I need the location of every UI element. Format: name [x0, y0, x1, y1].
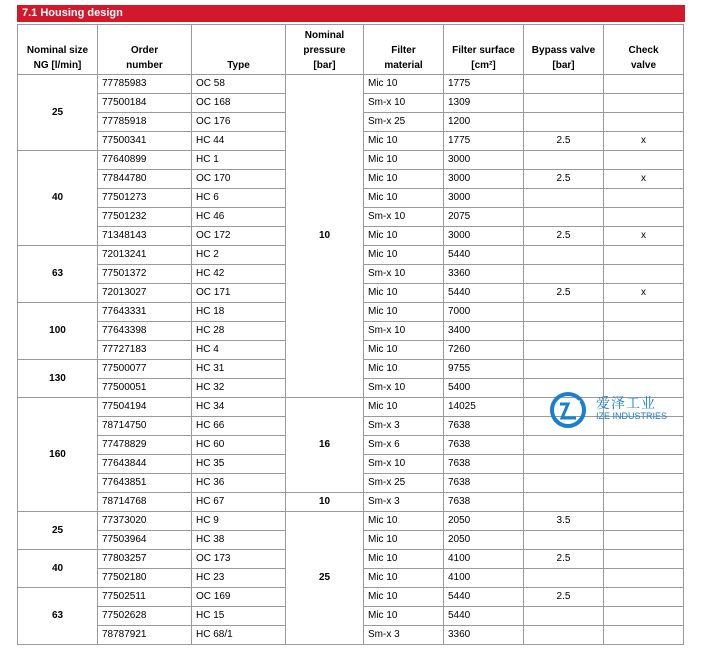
filter-material-cell: Mic 10	[364, 303, 444, 322]
order-number-cell: 72013241	[98, 246, 192, 265]
filter-surface-cell: 5440	[444, 284, 524, 303]
filter-material-cell: Mic 10	[364, 512, 444, 531]
check-valve-cell	[604, 531, 684, 550]
filter-material-cell: Mic 10	[364, 341, 444, 360]
filter-surface-cell: 1200	[444, 113, 524, 132]
check-valve-cell	[604, 493, 684, 512]
filter-material-cell: Mic 10	[364, 360, 444, 379]
type-cell: HC 9	[192, 512, 286, 531]
filter-material-cell: Mic 10	[364, 531, 444, 550]
type-cell: OC 176	[192, 113, 286, 132]
filter-material-cell: Mic 10	[364, 170, 444, 189]
filter-surface-cell: 3400	[444, 322, 524, 341]
filter-material-cell: Mic 10	[364, 151, 444, 170]
filter-surface-cell: 14025	[444, 398, 524, 417]
order-number-cell: 77502511	[98, 588, 192, 607]
order-number-cell: 77502628	[98, 607, 192, 626]
type-cell: HC 36	[192, 474, 286, 493]
check-valve-cell	[604, 151, 684, 170]
order-number-cell: 78787921	[98, 626, 192, 645]
bypass-valve-cell: 2.5	[524, 284, 604, 303]
filter-surface-cell: 2050	[444, 512, 524, 531]
type-cell: HC 44	[192, 132, 286, 151]
filter-material-cell: Mic 10	[364, 227, 444, 246]
bypass-valve-cell: 2.5	[524, 132, 604, 151]
order-number-cell: 77643398	[98, 322, 192, 341]
type-cell: HC 34	[192, 398, 286, 417]
section-title: 7.1 Housing design	[17, 5, 685, 22]
filter-surface-cell: 7260	[444, 341, 524, 360]
nominal-size-cell: 40	[18, 151, 98, 246]
filter-surface-cell: 4100	[444, 550, 524, 569]
bypass-valve-cell	[524, 569, 604, 588]
bypass-valve-cell	[524, 341, 604, 360]
filter-surface-cell: 3000	[444, 170, 524, 189]
type-cell: HC 4	[192, 341, 286, 360]
check-valve-cell	[604, 94, 684, 113]
filter-material-cell: Mic 10	[364, 550, 444, 569]
check-valve-cell	[604, 474, 684, 493]
bypass-valve-cell	[524, 94, 604, 113]
bypass-valve-cell	[524, 360, 604, 379]
filter-surface-cell: 7000	[444, 303, 524, 322]
filter-material-cell: Mic 10	[364, 246, 444, 265]
nominal-size-cell: 160	[18, 398, 98, 512]
type-cell: HC 6	[192, 189, 286, 208]
check-valve-cell	[604, 303, 684, 322]
type-cell: HC 15	[192, 607, 286, 626]
bypass-valve-cell: 2.5	[524, 550, 604, 569]
filter-material-cell: Sm-x 10	[364, 94, 444, 113]
filter-material-cell: Mic 10	[364, 588, 444, 607]
nominal-size-cell: 63	[18, 588, 98, 645]
filter-material-cell: Mic 10	[364, 75, 444, 94]
watermark-english-name: IZE INDUSTRIES	[596, 411, 668, 421]
nominal-pressure-cell: 25	[286, 512, 364, 645]
order-number-cell: 77501232	[98, 208, 192, 227]
bypass-valve-cell: 2.5	[524, 170, 604, 189]
header-nominal-size: Nominal size NG [l/min]	[18, 25, 98, 75]
header-nominal-pressure: Nominal pressure [bar]	[286, 25, 364, 75]
bypass-valve-cell	[524, 246, 604, 265]
header-filter-surface: Filter surface [cm²]	[444, 25, 524, 75]
type-cell: OC 168	[192, 94, 286, 113]
nominal-size-cell: 130	[18, 360, 98, 398]
filter-surface-cell: 4100	[444, 569, 524, 588]
bypass-valve-cell	[524, 208, 604, 227]
header-filter-material: Filter material	[364, 25, 444, 75]
order-number-cell: 77501372	[98, 265, 192, 284]
watermark-chinese-name: 爱泽工业	[596, 396, 656, 412]
filter-surface-cell: 7638	[444, 417, 524, 436]
order-number-cell: 77844780	[98, 170, 192, 189]
filter-surface-cell: 3000	[444, 151, 524, 170]
filter-material-cell: Mic 10	[364, 607, 444, 626]
filter-surface-cell: 1309	[444, 94, 524, 113]
filter-material-cell: Mic 10	[364, 398, 444, 417]
filter-material-cell: Mic 10	[364, 189, 444, 208]
order-number-cell: 77373020	[98, 512, 192, 531]
type-cell: HC 18	[192, 303, 286, 322]
check-valve-cell	[604, 607, 684, 626]
type-cell: HC 23	[192, 569, 286, 588]
check-valve-cell	[604, 569, 684, 588]
nominal-size-cell: 63	[18, 246, 98, 303]
bypass-valve-cell	[524, 607, 604, 626]
type-cell: OC 171	[192, 284, 286, 303]
table-row	[18, 512, 684, 531]
company-logo-icon	[550, 392, 586, 428]
type-cell: OC 170	[192, 170, 286, 189]
filter-material-cell: Sm-x 10	[364, 208, 444, 227]
header-order-number: Order number	[98, 25, 192, 75]
filter-material-cell: Sm-x 10	[364, 265, 444, 284]
filter-surface-cell: 5440	[444, 607, 524, 626]
filter-surface-cell: 3000	[444, 189, 524, 208]
order-number-cell: 71348143	[98, 227, 192, 246]
check-valve-cell	[604, 436, 684, 455]
nominal-size-cell: 25	[18, 512, 98, 550]
bypass-valve-cell	[524, 531, 604, 550]
filter-material-cell: Mic 10	[364, 569, 444, 588]
order-number-cell: 77478829	[98, 436, 192, 455]
type-cell: HC 42	[192, 265, 286, 284]
order-number-cell: 77803257	[98, 550, 192, 569]
filter-surface-cell: 2050	[444, 531, 524, 550]
type-cell: HC 32	[192, 379, 286, 398]
bypass-valve-cell	[524, 113, 604, 132]
type-cell: HC 60	[192, 436, 286, 455]
check-valve-cell: x	[604, 284, 684, 303]
bypass-valve-cell	[524, 75, 604, 94]
check-valve-cell: x	[604, 170, 684, 189]
filter-surface-cell: 5440	[444, 588, 524, 607]
nominal-pressure-cell: 10	[286, 75, 364, 398]
bypass-valve-cell	[524, 493, 604, 512]
nominal-size-cell: 100	[18, 303, 98, 360]
order-number-cell: 78714750	[98, 417, 192, 436]
order-number-cell: 77640899	[98, 151, 192, 170]
filter-surface-cell: 3000	[444, 227, 524, 246]
check-valve-cell	[604, 455, 684, 474]
nominal-size-cell: 25	[18, 75, 98, 151]
table-row	[18, 493, 684, 512]
order-number-cell: 77500184	[98, 94, 192, 113]
type-cell: HC 67	[192, 493, 286, 512]
filter-material-cell: Sm-x 25	[364, 113, 444, 132]
watermark	[550, 392, 680, 430]
bypass-valve-cell: 3.5	[524, 512, 604, 531]
filter-material-cell: Sm-x 3	[364, 417, 444, 436]
check-valve-cell: x	[604, 132, 684, 151]
filter-surface-cell: 3360	[444, 265, 524, 284]
bypass-valve-cell	[524, 626, 604, 645]
filter-surface-cell: 9755	[444, 360, 524, 379]
order-number-cell: 77500077	[98, 360, 192, 379]
type-cell: HC 46	[192, 208, 286, 227]
bypass-valve-cell	[524, 265, 604, 284]
type-cell: HC 68/1	[192, 626, 286, 645]
check-valve-cell	[604, 360, 684, 379]
order-number-cell: 77643851	[98, 474, 192, 493]
check-valve-cell	[604, 341, 684, 360]
type-cell: OC 172	[192, 227, 286, 246]
check-valve-cell	[604, 588, 684, 607]
nominal-pressure-cell: 10	[286, 493, 364, 512]
bypass-valve-cell	[524, 474, 604, 493]
filter-material-cell: Sm-x 10	[364, 379, 444, 398]
filter-surface-cell: 5400	[444, 379, 524, 398]
check-valve-cell	[604, 322, 684, 341]
order-number-cell: 77502180	[98, 569, 192, 588]
order-number-cell: 77501273	[98, 189, 192, 208]
order-number-cell: 77500341	[98, 132, 192, 151]
order-number-cell: 77785918	[98, 113, 192, 132]
type-cell: HC 38	[192, 531, 286, 550]
filter-material-cell: Sm-x 10	[364, 322, 444, 341]
filter-surface-cell: 1775	[444, 75, 524, 94]
header-type: Type	[192, 25, 286, 75]
check-valve-cell	[604, 113, 684, 132]
order-number-cell: 72013027	[98, 284, 192, 303]
nominal-pressure-cell: 16	[286, 398, 364, 493]
order-number-cell: 77643844	[98, 455, 192, 474]
order-number-cell: 77504194	[98, 398, 192, 417]
bypass-valve-cell: 2.5	[524, 227, 604, 246]
order-number-cell: 77785983	[98, 75, 192, 94]
type-cell: HC 66	[192, 417, 286, 436]
filter-material-cell: Mic 10	[364, 284, 444, 303]
check-valve-cell	[604, 512, 684, 531]
check-valve-cell	[604, 208, 684, 227]
check-valve-cell	[604, 189, 684, 208]
filter-surface-cell: 2075	[444, 208, 524, 227]
header-bypass-valve: Bypass valve [bar]	[524, 25, 604, 75]
housing-design-table	[17, 24, 684, 645]
type-cell: OC 173	[192, 550, 286, 569]
type-cell: HC 1	[192, 151, 286, 170]
type-cell: OC 58	[192, 75, 286, 94]
filter-surface-cell: 5440	[444, 246, 524, 265]
order-number-cell: 77727183	[98, 341, 192, 360]
check-valve-cell	[604, 246, 684, 265]
bypass-valve-cell	[524, 455, 604, 474]
type-cell: HC 35	[192, 455, 286, 474]
header-check-valve: Check valve	[604, 25, 684, 75]
order-number-cell: 77503964	[98, 531, 192, 550]
type-cell: HC 2	[192, 246, 286, 265]
filter-material-cell: Sm-x 25	[364, 474, 444, 493]
filter-material-cell: Sm-x 10	[364, 455, 444, 474]
check-valve-cell	[604, 75, 684, 94]
type-cell: HC 28	[192, 322, 286, 341]
bypass-valve-cell: 2.5	[524, 588, 604, 607]
check-valve-cell	[604, 265, 684, 284]
bypass-valve-cell	[524, 436, 604, 455]
bypass-valve-cell	[524, 151, 604, 170]
filter-surface-cell: 3360	[444, 626, 524, 645]
bypass-valve-cell	[524, 322, 604, 341]
type-cell: OC 169	[192, 588, 286, 607]
check-valve-cell: x	[604, 227, 684, 246]
table-header-row	[18, 25, 684, 75]
type-cell: HC 31	[192, 360, 286, 379]
bypass-valve-cell	[524, 189, 604, 208]
filter-material-cell: Sm-x 6	[364, 436, 444, 455]
filter-material-cell: Mic 10	[364, 132, 444, 151]
bypass-valve-cell	[524, 303, 604, 322]
filter-surface-cell: 7638	[444, 455, 524, 474]
filter-material-cell: Sm-x 3	[364, 626, 444, 645]
nominal-size-cell: 40	[18, 550, 98, 588]
check-valve-cell	[604, 626, 684, 645]
filter-material-cell: Sm-x 3	[364, 493, 444, 512]
check-valve-cell	[604, 550, 684, 569]
table-row	[18, 75, 684, 94]
order-number-cell: 77643331	[98, 303, 192, 322]
order-number-cell: 77500051	[98, 379, 192, 398]
filter-surface-cell: 7638	[444, 474, 524, 493]
filter-surface-cell: 7638	[444, 436, 524, 455]
order-number-cell: 78714768	[98, 493, 192, 512]
filter-surface-cell: 7638	[444, 493, 524, 512]
filter-surface-cell: 1775	[444, 132, 524, 151]
